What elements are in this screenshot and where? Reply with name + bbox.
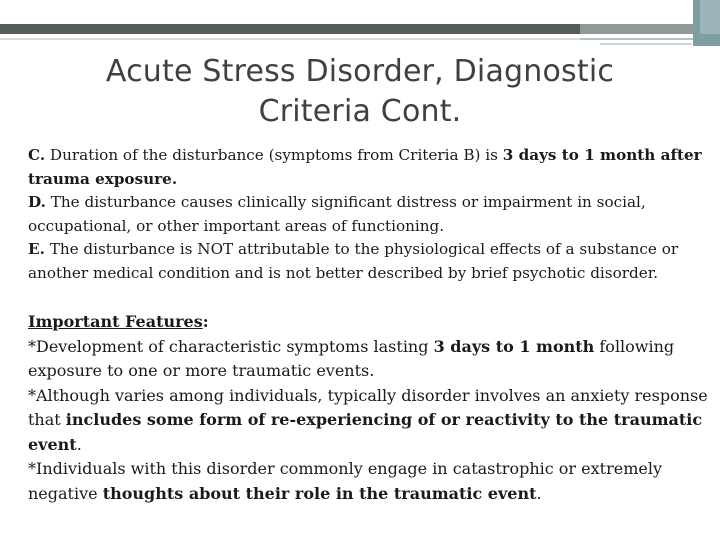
feature-item-1-tail: following exposure to one or more traumatic events. bbox=[28, 336, 675, 380]
criterion-c-emphasis: 3 days to 1 month after trauma exposure. bbox=[28, 146, 702, 188]
slide-title bbox=[40, 52, 680, 132]
feature-item-3-tail: . bbox=[536, 483, 542, 503]
criterion-c-text: Duration of the disturbance (symptoms from Criteria B) is bbox=[45, 146, 503, 164]
slide-title-line1: Acute Stress Disorder, Diagnostic bbox=[105, 54, 615, 89]
header-light-bar bbox=[580, 24, 700, 34]
feature-item-1 bbox=[28, 335, 708, 384]
features-heading-line bbox=[28, 310, 708, 335]
feature-item-1-emphasis: 3 days to 1 month bbox=[433, 336, 595, 356]
features-heading-colon: : bbox=[202, 312, 209, 331]
criterion-e-text: The disturbance is NOT attributable to the physiological effects of a substance or another medical condition and is not better described by brief psychotic disorder. bbox=[28, 240, 679, 282]
header-small-line bbox=[600, 43, 692, 45]
important-features bbox=[28, 310, 708, 506]
slide-title-line2: Criteria Cont. bbox=[258, 94, 462, 129]
criterion-c bbox=[28, 144, 708, 191]
feature-item-3-text: *Individuals with this disorder commonly engage in catastrophic or extremely negative bbox=[28, 459, 662, 503]
feature-item-2-text: *Although varies among individuals, typically disorder involves an anxiety response that bbox=[28, 385, 708, 429]
criterion-c-letter: C. bbox=[28, 146, 46, 164]
criterion-e-letter: E. bbox=[28, 240, 45, 258]
feature-item-2 bbox=[28, 384, 708, 458]
feature-item-2-emphasis: includes some form of re-experiencing of or reactivity to the traumatic event bbox=[28, 410, 703, 454]
criterion-d-text: The disturbance causes clinically significant distress or impairment in social, occupational, or other important areas of functioning. bbox=[28, 193, 646, 235]
criterion-d bbox=[28, 191, 708, 238]
header-thin-line bbox=[0, 38, 580, 40]
feature-item-3-emphasis: thoughts about their role in the traumatic event bbox=[102, 483, 537, 503]
slide-header-decoration bbox=[0, 0, 720, 46]
header-dark-bar bbox=[0, 24, 580, 34]
feature-item-3 bbox=[28, 457, 708, 506]
criteria-list bbox=[28, 144, 708, 285]
features-heading: Important Features bbox=[28, 312, 203, 331]
header-corner-tab-light bbox=[700, 0, 720, 34]
feature-item-1-text: *Development of characteristic symptoms lasting bbox=[28, 336, 434, 356]
criterion-e bbox=[28, 238, 708, 285]
header-white-band bbox=[0, 0, 720, 24]
criterion-d-letter: D. bbox=[28, 193, 46, 211]
feature-item-2-tail: . bbox=[76, 434, 82, 454]
